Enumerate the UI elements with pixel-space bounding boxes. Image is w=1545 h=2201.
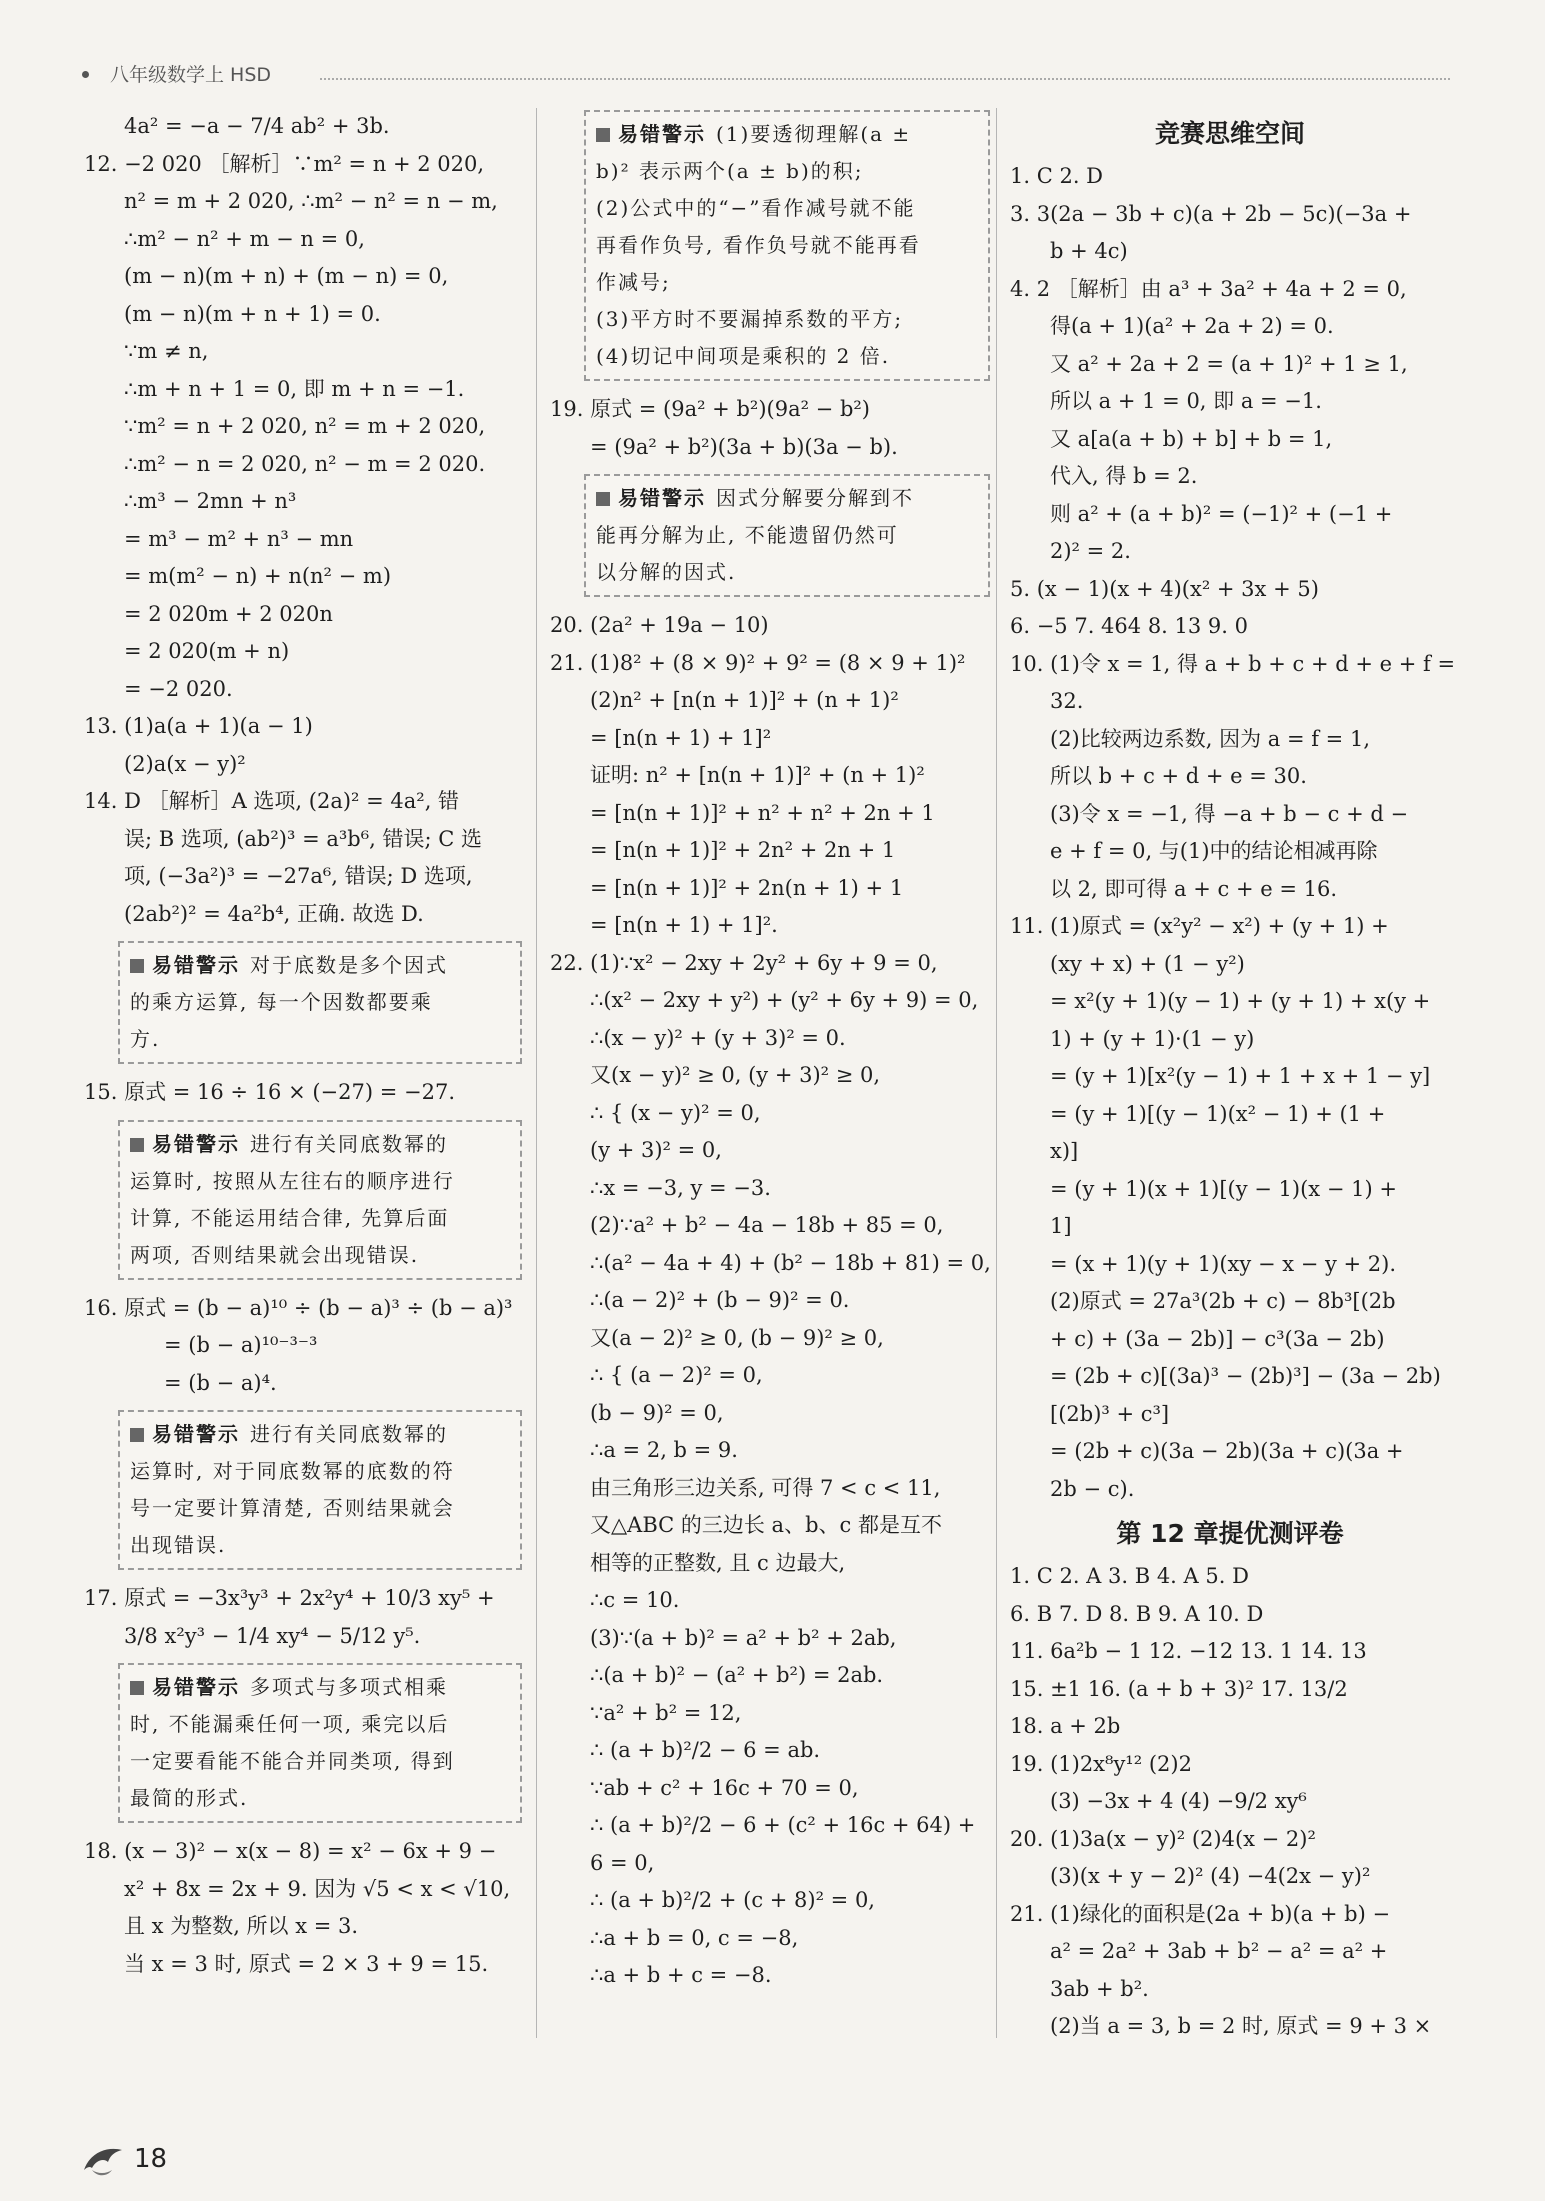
answer-line: = (y + 1)[x²(y − 1) + 1 + x + 1 − y]: [1050, 1064, 1431, 1088]
answer-line: n² = m + 2 020, ∴m² − n² = n − m,: [124, 189, 498, 213]
answer-line: 12. −2 020 ［解析］∵m² = n + 2 020,: [84, 151, 485, 176]
answer-line: 项, (−3a²)³ = −27a⁶, 错误; D 选项,: [124, 864, 473, 888]
answer-line: ∴(a² − 4a + 4) + (b² − 18b + 81) = 0,: [590, 1250, 991, 1275]
warning-text: 一定要看能不能合并同类项, 得到: [130, 1749, 455, 1773]
answer-line: 6. −5 7. 464 8. 13 9. 0: [1010, 614, 1248, 638]
answer-line: ∴m² − n² + m − n = 0,: [124, 226, 365, 251]
answer-line: (3)(x + y − 2)² (4) −4(2x − y)²: [1050, 1864, 1371, 1888]
warning-label: 易错警示: [152, 1675, 240, 1699]
answer-line: 6 = 0,: [590, 1850, 655, 1875]
answer-line: = (9a² + b²)(3a + b)(3a − b).: [590, 434, 898, 459]
answer-line: x)]: [1050, 1139, 1079, 1163]
answer-line: ∴ { (x − y)² = 0,: [590, 1100, 761, 1125]
answer-line: = [n(n + 1) + 1]²: [590, 725, 772, 750]
answer-line: 以 2, 即可得 a + c + e = 16.: [1050, 876, 1338, 901]
answer-line: (xy + x) + (1 − y²): [1050, 951, 1245, 976]
answer-line: ∴x = −3, y = −3.: [590, 1175, 771, 1200]
warning-square-icon: [596, 128, 610, 142]
answer-line: (m − n)(m + n + 1) = 0.: [124, 301, 381, 326]
answer-line: + c) + (3a − 2b)] − c³(3a − 2b): [1050, 1326, 1385, 1351]
answer-line: 3. 3(2a − 3b + c)(a + 2b − 5c)(−3a +: [1010, 201, 1412, 226]
answer-line: 20. (2a² + 19a − 10): [550, 613, 769, 637]
answer-column-3: [1010, 108, 1456, 2046]
answer-line: 14. D ［解析］A 选项, (2a)² = 4a², 错: [84, 789, 460, 813]
answer-line: = (y + 1)(x + 1)[(y − 1)(x − 1) +: [1050, 1176, 1397, 1201]
warning-text: 作减号;: [596, 270, 671, 294]
warning-text: (3)平方时不要漏掉系数的平方;: [596, 307, 904, 331]
answer-line: 18. a + 2b: [1010, 1714, 1121, 1738]
answer-line: 1. C 2. A 3. B 4. A 5. D: [1010, 1564, 1249, 1588]
answer-line: (3)∵(a + b)² = a² + b² + 2ab,: [590, 1625, 897, 1650]
warning-label: 易错警示: [152, 1422, 240, 1446]
answer-line: 所以 a + 1 = 0, 即 a = −1.: [1050, 389, 1322, 413]
answer-line: 19. 原式 = (9a² + b²)(9a² − b²): [550, 397, 871, 421]
answer-line: 6. B 7. D 8. B 9. A 10. D: [1010, 1601, 1264, 1626]
answer-line: 又(a − 2)² ≥ 0, (b − 9)² ≥ 0,: [590, 1325, 884, 1350]
answer-line: ∴(x² − 2xy + y²) + (y² + 6y + 9) = 0,: [590, 988, 979, 1012]
answer-line: ∴ { (a − 2)² = 0,: [590, 1363, 763, 1387]
answer-line: 1]: [1050, 1214, 1072, 1238]
answer-line: 4. 2 ［解析］由 a³ + 3a² + 4a + 2 = 0,: [1010, 276, 1407, 301]
answer-line: 11. (1)原式 = (x²y² − x²) + (y + 1) +: [1010, 914, 1389, 938]
answer-line: 2)² = 2.: [1050, 539, 1131, 563]
header-dotted-rule: [320, 78, 1450, 80]
warning-text: (2)公式中的“−”看作减号就不能: [596, 196, 916, 220]
answer-line: = (b − a)¹⁰⁻³⁻³: [164, 1333, 318, 1357]
answer-column-2: [550, 108, 990, 1995]
answer-line: (2)原式 = 27a³(2b + c) − 8b³[(2b: [1050, 1289, 1396, 1313]
answer-line: = −2 020.: [124, 676, 233, 701]
warning-text: 多项式与多项式相乘: [250, 1675, 448, 1699]
warning-text: 计算, 不能运用结合律, 先算后面: [130, 1205, 450, 1230]
answer-line: (3)令 x = −1, 得 −a + b − c + d −: [1050, 801, 1409, 826]
answer-line: = [n(n + 1)]² + 2n² + 2n + 1: [590, 838, 896, 862]
warning-text: 进行有关同底数幂的: [250, 1422, 448, 1446]
answer-line: = m³ − m² + n³ − mn: [124, 526, 354, 551]
answer-line: b + 4c): [1050, 239, 1128, 263]
col3-block-a: [1010, 158, 1456, 1508]
answer-line: ∴m + n + 1 = 0, 即 m + n = −1.: [124, 376, 465, 401]
answer-line: ∴c = 10.: [590, 1588, 680, 1612]
warning-text: 出现错误.: [130, 1533, 227, 1557]
warning-square-icon: [130, 1681, 144, 1695]
warning-square-icon: [130, 1428, 144, 1442]
page-header: [70, 60, 1450, 90]
answer-line: (2)a(x − y)²: [124, 751, 246, 776]
answer-line: = (x + 1)(y + 1)(xy − x − y + 2).: [1050, 1251, 1397, 1276]
answer-line: a² = 2a² + 3ab + b² − a² = a² +: [1050, 1939, 1388, 1963]
warning-square-icon: [130, 1138, 144, 1152]
answer-line: ∵m ≠ n,: [124, 339, 209, 363]
warning-text: 因式分解要分解到不: [716, 486, 914, 510]
answer-line: ∴ (a + b)²/2 − 6 = ab.: [590, 1738, 821, 1762]
answer-line: 16. 原式 = (b − a)¹⁰ ÷ (b − a)³ ÷ (b − a)³: [84, 1295, 513, 1320]
warning-text: 再看作负号, 看作负号就不能再看: [596, 233, 921, 257]
answer-column-1: [84, 108, 522, 1983]
warning-text: b)² 表示两个(a ± b)的积;: [596, 159, 864, 183]
warning-text: 号一定要计算清楚, 否则结果就会: [130, 1496, 455, 1520]
answer-line: ∴a = 2, b = 9.: [590, 1438, 738, 1462]
warning-text: 运算时, 对于同底数幂的底数的符: [130, 1459, 455, 1483]
answer-line: ∴m³ − 2mn + n³: [124, 489, 297, 513]
answer-line: ∵ab + c² + 16c + 70 = 0,: [590, 1775, 859, 1800]
column-divider-1: [536, 108, 537, 2038]
answer-line: 22. (1)∵x² − 2xy + 2y² + 6y + 9 = 0,: [550, 950, 938, 975]
warning-label: 易错警示: [152, 953, 240, 977]
warning-text: 两项, 否则结果就会出现错误.: [130, 1242, 420, 1267]
answer-line: 且 x 为整数, 所以 x = 3.: [124, 1914, 359, 1938]
answer-line: (y + 3)² = 0,: [590, 1138, 722, 1162]
answer-line: (m − n)(m + n) + (m − n) = 0,: [124, 264, 449, 288]
answer-line: 17. 原式 = −3x³y³ + 2x²y⁴ + 10/3 xy⁵ +: [84, 1586, 495, 1610]
answer-line: = [n(n + 1) + 1]².: [590, 913, 778, 937]
error-warning-box: [118, 941, 522, 1064]
error-warning-box: [118, 1120, 522, 1280]
warning-text: 的乘方运算, 每一个因数都要乘: [130, 990, 433, 1014]
answer-line: 11. 6a²b − 1 12. −12 13. 1 14. 13: [1010, 1639, 1367, 1663]
warning-text: 对于底数是多个因式: [250, 953, 448, 977]
answer-line: 18. (x − 3)² − x(x − 8) = x² − 6x + 9 −: [84, 1839, 497, 1863]
warning-text: (1)要透彻理解(a ±: [716, 122, 912, 146]
warning-text: 以分解的因式.: [596, 560, 737, 584]
answer-line: 19. (1)2x⁸y¹² (2)2: [1010, 1751, 1192, 1776]
answer-line: = 2 020m + 2 020n: [124, 601, 333, 626]
answer-line: 误; B 选项, (ab²)³ = a³b⁶, 错误; C 选: [124, 826, 482, 851]
warning-text: 能再分解为止, 不能遗留仍然可: [596, 523, 899, 547]
warning-square-icon: [130, 959, 144, 973]
answer-line: (2)比较两边系数, 因为 a = f = 1,: [1050, 726, 1370, 751]
answer-line: x² + 8x = 2x + 9. 因为 √5 < x < √10,: [124, 1876, 511, 1901]
answer-line: (2)当 a = 3, b = 2 时, 原式 = 9 + 3 ×: [1050, 2014, 1432, 2038]
warning-text: 最简的形式.: [130, 1786, 249, 1810]
warning-label: 易错警示: [152, 1131, 240, 1156]
warning-label: 易错警示: [618, 486, 706, 510]
answer-line: 3/8 x²y³ − 1/4 xy⁴ − 5/12 y⁵.: [124, 1623, 421, 1648]
answer-line: ∵a² + b² = 12,: [590, 1700, 742, 1725]
bullet-dot-icon: [82, 71, 89, 78]
answer-line: 15. 原式 = 16 ÷ 16 × (−27) = −27.: [84, 1080, 455, 1104]
answer-line: 10. (1)令 x = 1, 得 a + b + c + d + e + f =: [1010, 651, 1456, 676]
answer-line: 得(a + 1)(a² + 2a + 2) = 0.: [1050, 314, 1334, 338]
col2-block-b: [550, 607, 990, 1995]
answer-line: 4a² = −a − 7/4 ab² + 3b.: [124, 114, 390, 138]
answer-line: 证明: n² + [n(n + 1)]² + (n + 1)²: [590, 763, 925, 787]
answer-line: 当 x = 3 时, 原式 = 2 × 3 + 9 = 15.: [124, 1951, 489, 1976]
answer-line: 由三角形三边关系, 可得 7 < c < 11,: [590, 1475, 941, 1500]
answer-line: 21. (1)8² + (8 × 9)² + 9² = (8 × 9 + 1)²: [550, 650, 966, 675]
answer-line: (2)∵a² + b² − 4a − 18b + 85 = 0,: [590, 1213, 944, 1237]
answer-line: [(2b)³ + c³]: [1050, 1401, 1170, 1426]
answer-line: 又 a² + 2a + 2 = (a + 1)² + 1 ≥ 1,: [1050, 351, 1408, 376]
section-title-competition: 竞赛思维空间: [1154, 119, 1305, 148]
answer-line: (2ab²)² = 4a²b⁴, 正确. 故选 D.: [124, 901, 424, 926]
warning-text: 进行有关同底数幂的: [250, 1131, 448, 1156]
answer-line: 则 a² + (a + b)² = (−1)² + (−1 +: [1050, 501, 1393, 526]
answer-line: 20. (1)3a(x − y)² (2)4(x − 2)²: [1010, 1826, 1316, 1851]
column-divider-2: [996, 108, 997, 2038]
warning-text: (4)切记中间项是乘积的 2 倍.: [596, 344, 891, 368]
warning-text: 运算时, 按照从左往右的顺序进行: [130, 1168, 455, 1193]
col3-block-b: [1010, 1558, 1450, 2046]
answer-line: ∴(a − 2)² + (b − 9)² = 0.: [590, 1288, 850, 1312]
answer-line: 2b − c).: [1050, 1476, 1135, 1501]
answer-line: 代入, 得 b = 2.: [1050, 464, 1198, 488]
warning-square-icon: [596, 492, 610, 506]
answer-line: ∴m² − n = 2 020, n² − m = 2 020.: [124, 451, 486, 476]
answer-line: = (2b + c)(3a − 2b)(3a + c)(3a +: [1050, 1439, 1404, 1463]
answer-line: = [n(n + 1)]² + 2n(n + 1) + 1: [590, 875, 904, 900]
answer-line: ∴(x − y)² + (y + 3)² = 0.: [590, 1025, 846, 1050]
col1-block-a: [84, 108, 522, 933]
answer-line: (b − 9)² = 0,: [590, 1400, 724, 1425]
answer-line: ∴(a + b)² − (a² + b²) = 2ab.: [590, 1663, 884, 1687]
answer-line: 所以 b + c + d + e = 30.: [1050, 764, 1307, 788]
answer-line: 又(x − y)² ≥ 0, (y + 3)² ≥ 0,: [590, 1063, 881, 1087]
answer-line: 1) + (y + 1)·(1 − y): [1050, 1026, 1255, 1051]
warning-text: 时, 不能漏乘任何一项, 乘完以后: [130, 1712, 450, 1736]
error-warning-box: [118, 1410, 522, 1570]
error-warning-box: [584, 110, 990, 381]
dolphin-logo-icon: [80, 2140, 126, 2180]
page-number: 18: [134, 2144, 168, 2174]
warning-label: 易错警示: [618, 122, 706, 146]
answer-line: 1. C 2. D: [1010, 164, 1104, 188]
answer-line: 3ab + b².: [1050, 1976, 1149, 2001]
answer-line: = (b − a)⁴.: [164, 1370, 277, 1395]
answer-line: 相等的正整数, 且 c 边最大,: [590, 1550, 846, 1575]
answer-line: e + f = 0, 与(1)中的结论相减再除: [1050, 839, 1378, 863]
answer-line: = (y + 1)[(y − 1)(x² − 1) + (1 +: [1050, 1101, 1386, 1126]
answer-line: 又△ABC 的三边长 a、b、c 都是互不: [590, 1513, 942, 1537]
answer-line: = m(m² − n) + n(n² − m): [124, 564, 392, 588]
section-title-chapter-test: 第 12 章提优测评卷: [1116, 1519, 1344, 1548]
answer-line: (2)n² + [n(n + 1)]² + (n + 1)²: [590, 688, 899, 712]
answer-line: 13. (1)a(a + 1)(a − 1): [84, 714, 313, 738]
answer-line: 15. ±1 16. (a + b + 3)² 17. 13/2: [1010, 1676, 1348, 1701]
answer-line: = 2 020(m + n): [124, 639, 290, 663]
answer-line: 32.: [1050, 689, 1084, 713]
answer-line: 5. (x − 1)(x + 4)(x² + 3x + 5): [1010, 576, 1319, 601]
error-warning-box: [118, 1663, 522, 1823]
answer-line: ∴ (a + b)²/2 + (c + 8)² = 0,: [590, 1888, 875, 1912]
answer-line: ∴a + b = 0, c = −8,: [590, 1925, 799, 1950]
error-warning-box: [584, 474, 990, 597]
answer-line: 21. (1)绿化的面积是(2a + b)(a + b) −: [1010, 1901, 1391, 1926]
answer-line: ∴a + b + c = −8.: [590, 1963, 772, 1987]
answer-line: 又 a[a(a + b) + b] + b = 1,: [1050, 426, 1333, 451]
answer-line: = x²(y + 1)(y − 1) + (y + 1) + x(y +: [1050, 989, 1431, 1013]
answer-line: ∵m² = n + 2 020, n² = m + 2 020,: [124, 414, 486, 438]
answer-line: ∴ (a + b)²/2 − 6 + (c² + 16c + 64) +: [590, 1813, 976, 1837]
page-header-title: 八年级数学上 HSD: [110, 64, 272, 86]
answer-line: = (2b + c)[(3a)³ − (2b)³] − (3a − 2b): [1050, 1364, 1441, 1388]
warning-text: 方.: [130, 1027, 161, 1051]
answer-line: (3) −3x + 4 (4) −9/2 xy⁶: [1050, 1789, 1307, 1813]
answer-line: = [n(n + 1)]² + n² + n² + 2n + 1: [590, 800, 935, 825]
